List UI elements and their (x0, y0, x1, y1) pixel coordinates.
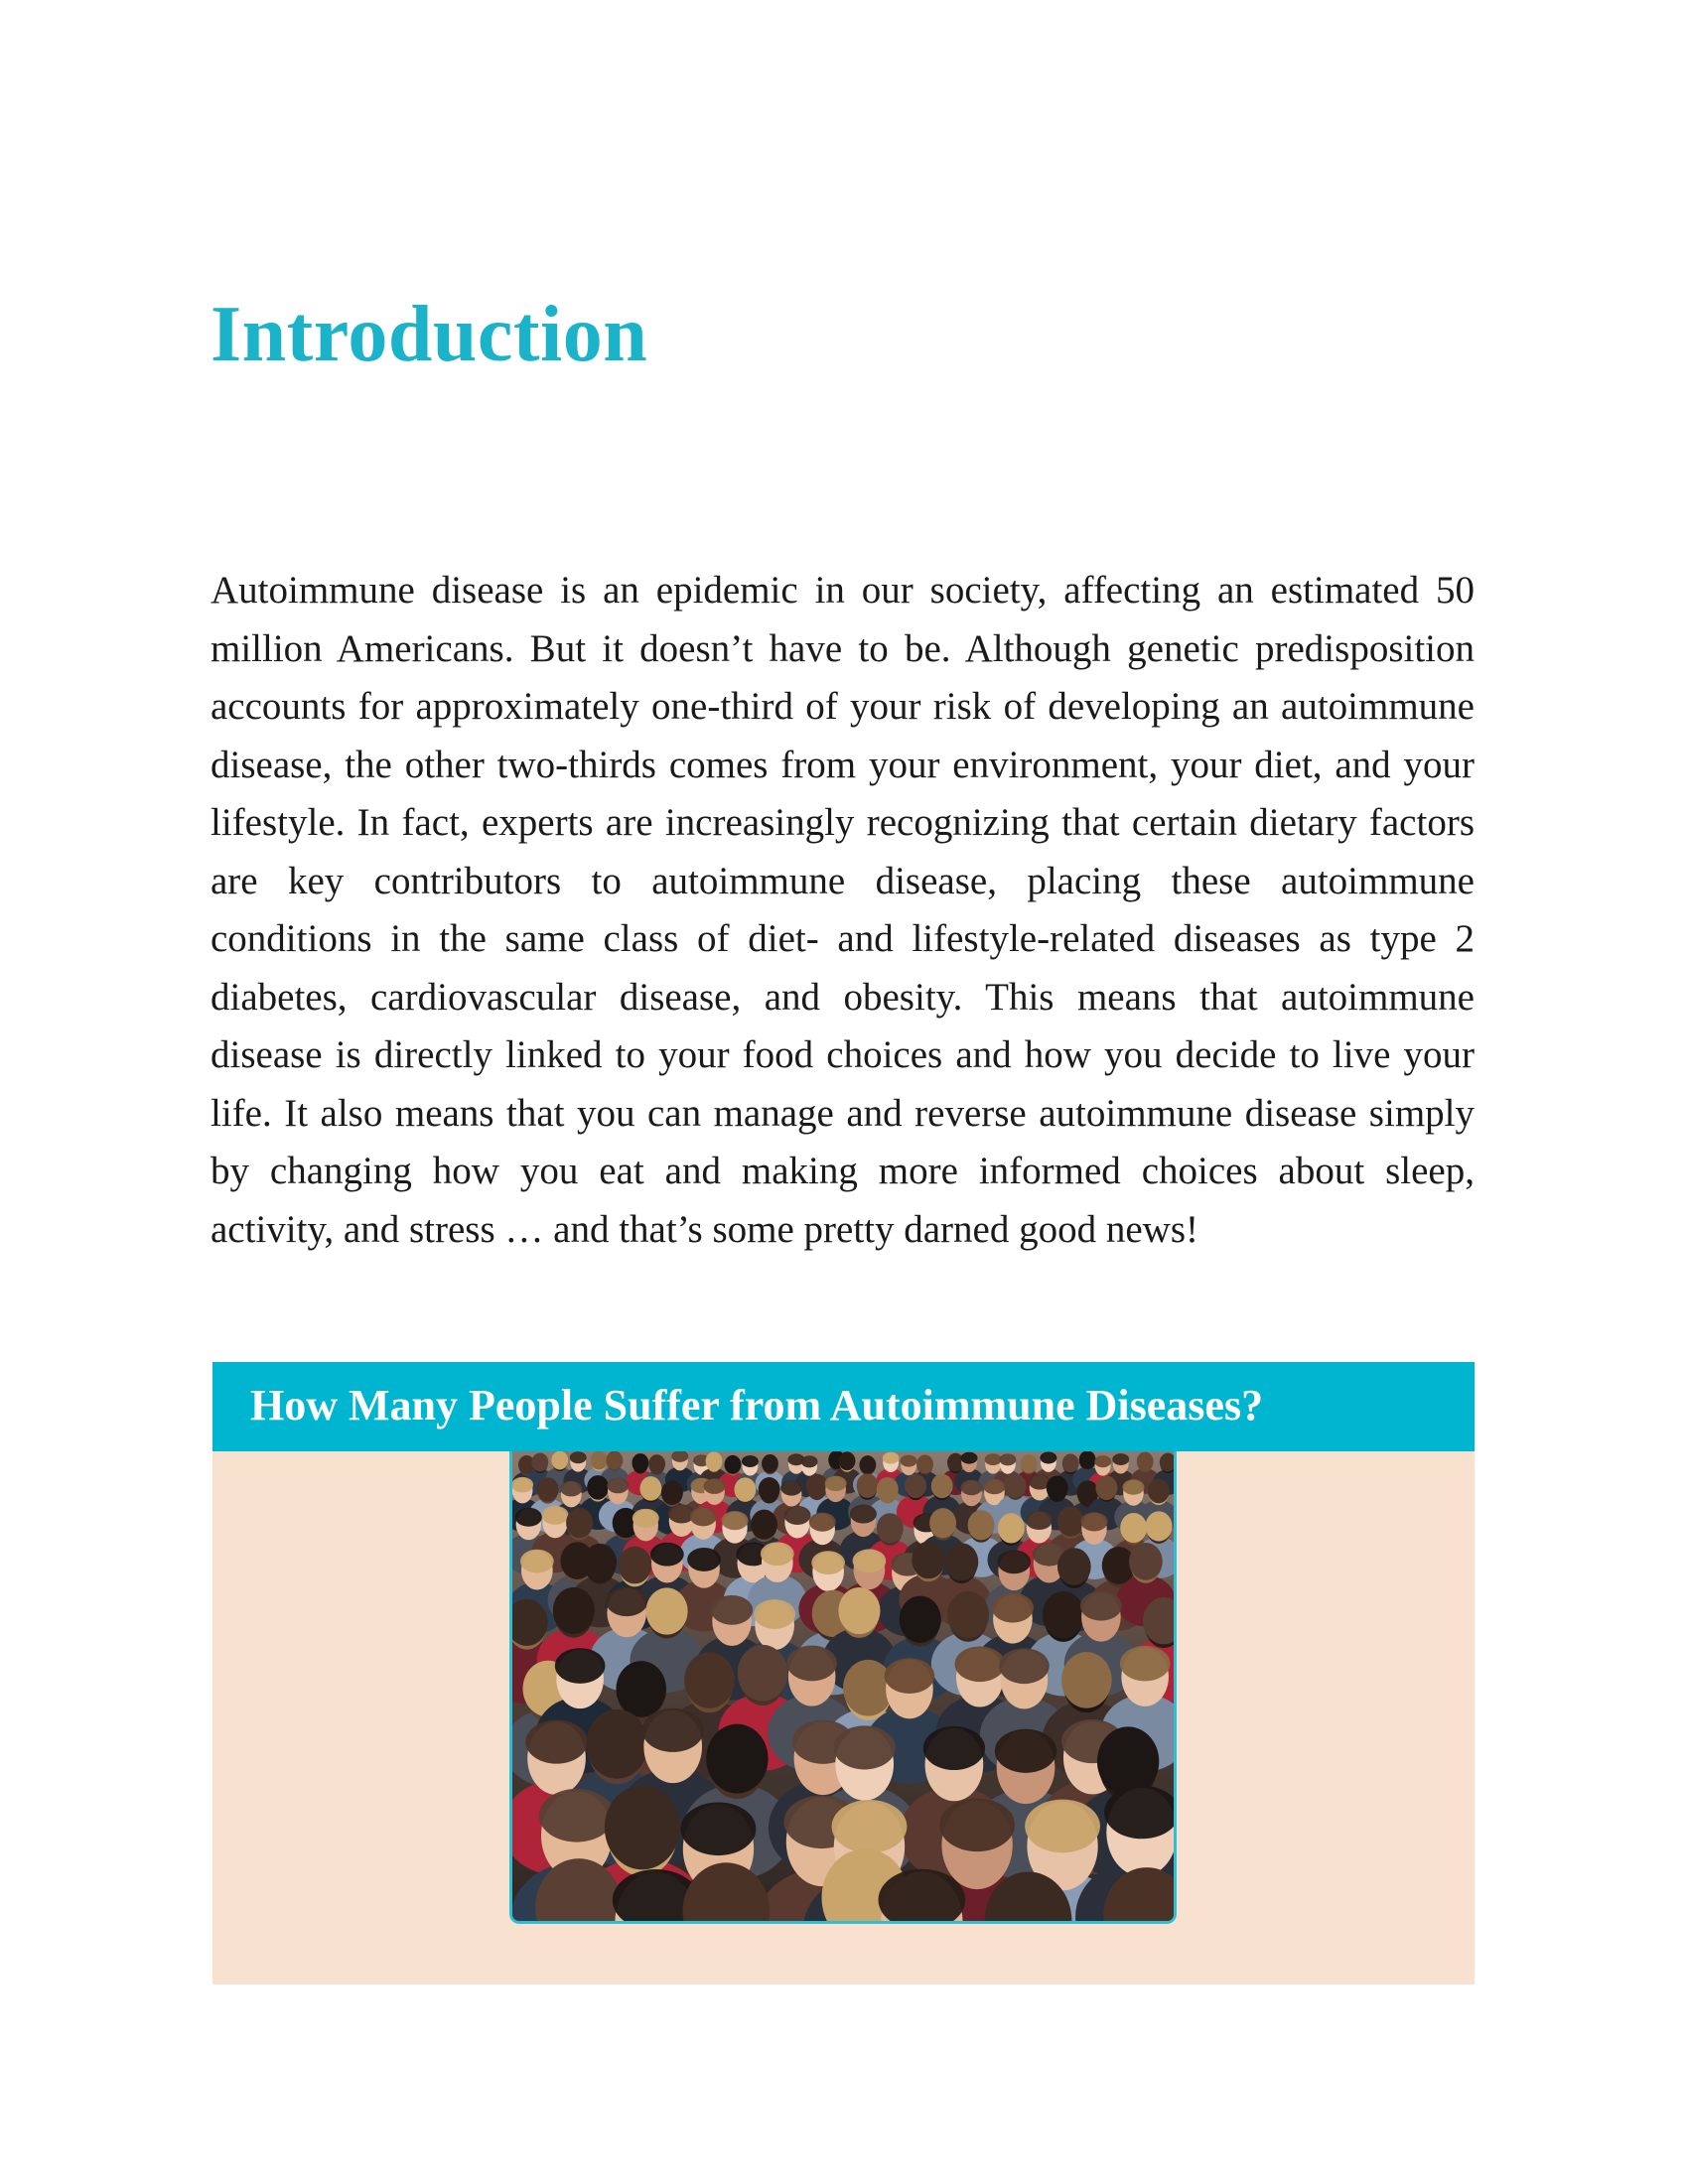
sidebar-box (212, 1362, 1475, 1984)
sidebar-title: How Many People Suffer from Autoimmune Diseases? (250, 1381, 1264, 1430)
crowd-photo (509, 1451, 1177, 1924)
crowd-image (512, 1451, 1174, 1921)
chapter-title: Introduction (211, 291, 648, 378)
intro-paragraph: Autoimmune disease is an epidemic in our society, affecting an estimated 50 million Americans. But it doesn’t have to be. Although genetic predisposition accounts for approximately one-third of your risk of developing an autoimmune disease, the other two-thirds comes from your environment, your diet, and your lifestyle. In fact, experts are increasingly recognizing that certain dietary factors are key contributors to autoimmune disease, placing these autoimmune conditions in the same class of diet- and lifestyle-related diseases as type 2 diabetes, cardiovascular disease, and obesity. This means that autoimmune disease is directly linked to your food choices and how you decide to live your life. It also means that you can manage and reverse autoimmune disease simply by changing how you eat and making more informed choices about sleep, activity, and stress … and that’s some pretty darned good news! (211, 569, 1475, 1251)
sidebar-header (212, 1362, 1475, 1451)
